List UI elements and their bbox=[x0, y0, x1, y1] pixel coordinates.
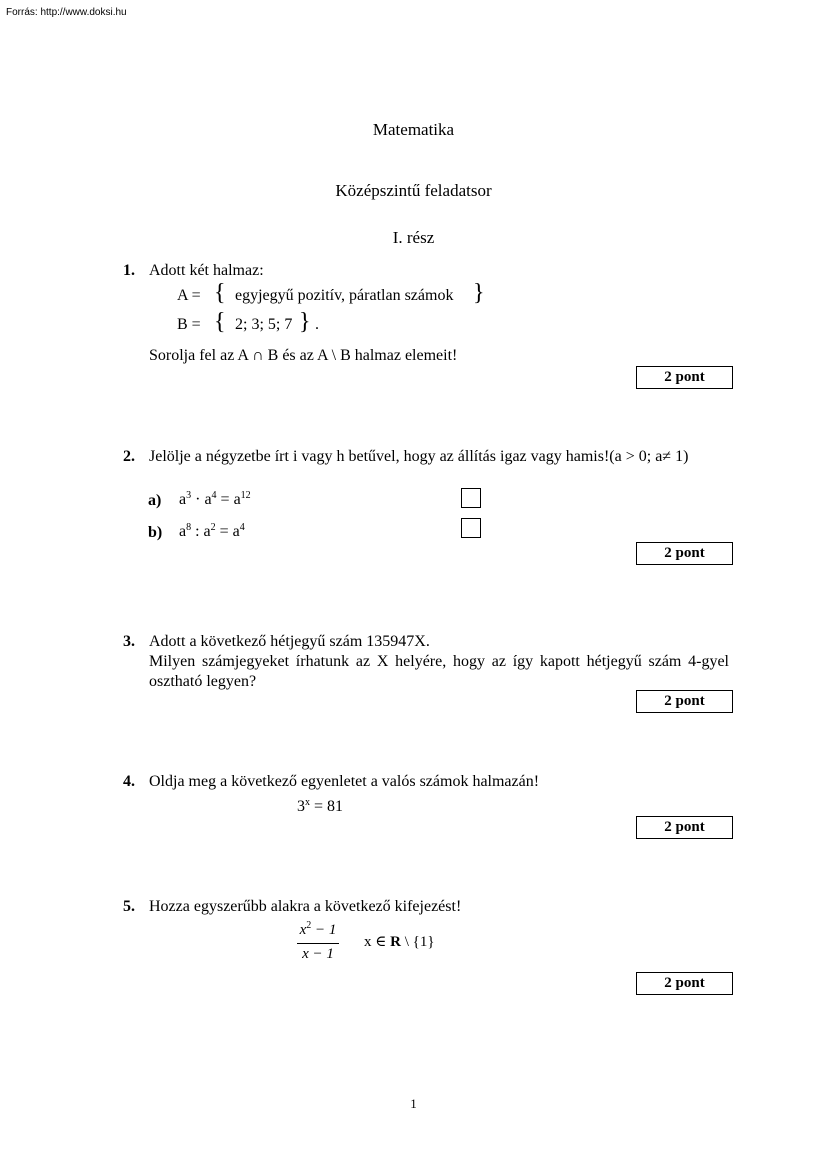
q4-equation: $3^x = 81$ bbox=[297, 797, 344, 815]
q4-points-box: 2 pont bbox=[636, 816, 733, 839]
q4-number: 4. bbox=[123, 773, 135, 790]
q1-intro: Adott két halmaz: bbox=[149, 262, 264, 279]
set-a-close-brace: } bbox=[473, 280, 485, 306]
q5-text: Hozza egyszerűbb alakra a következő kifejezést! bbox=[149, 898, 462, 915]
q4-text: Oldja meg a következő egyenletet a valós számok halmazán! bbox=[149, 773, 540, 790]
q5-numerator: $x^2 - 1$ bbox=[299, 920, 337, 938]
set-a-label: A = bbox=[177, 287, 201, 304]
set-b-label: B = bbox=[177, 316, 201, 333]
q5-domain: x ∈ R \ {1} bbox=[364, 934, 435, 950]
page-subtitle: Középszintű feladatsor bbox=[335, 181, 492, 200]
q3-line1: Adott a következő hétjegyű szám 135947X. bbox=[149, 633, 430, 650]
set-a-open-brace: { bbox=[214, 280, 226, 306]
q2-points-box: 2 pont bbox=[636, 542, 733, 565]
q3-number: 3. bbox=[123, 633, 135, 650]
q2-a-label: a) bbox=[148, 492, 162, 509]
q2-b-expression: $a^8$ : $a^2 = a^4$ bbox=[179, 522, 245, 540]
q2-a-answer-box[interactable] bbox=[461, 488, 481, 508]
set-b-close-brace: } bbox=[299, 309, 311, 335]
set-b-open-brace: { bbox=[214, 309, 226, 335]
q5-fraction bbox=[297, 921, 339, 963]
q3-line2: Milyen számjegyeket írhatunk az X helyére, hogy az így kapott hétjegyű szám 4-gyel bbox=[149, 653, 729, 670]
q2-b-answer-box[interactable] bbox=[461, 518, 481, 538]
q2-b-label: b) bbox=[148, 524, 163, 541]
set-b-period: . bbox=[315, 316, 319, 333]
fraction-bar bbox=[297, 943, 339, 944]
part-heading: I. rész bbox=[392, 228, 435, 247]
q5-denominator: x − 1 bbox=[302, 946, 334, 962]
source-link[interactable]: Forrás: http://www.doksi.hu bbox=[6, 7, 127, 18]
q5-number: 5. bbox=[123, 898, 135, 915]
q1-points-box: 2 pont bbox=[636, 366, 733, 389]
q2-text: Jelölje a négyzetbe írt i vagy h betűvel, hogy az állítás igaz vagy hamis!(a > 0; a≠ 1) bbox=[149, 448, 689, 465]
page-title: Matematika bbox=[372, 120, 455, 139]
q3-points-box: 2 pont bbox=[636, 690, 733, 713]
set-a-content: egyjegyű pozitív, páratlan számok bbox=[235, 287, 454, 304]
q2-a-expression: $a^3 \cdot a^4 = a^{12}$ bbox=[179, 490, 251, 508]
page-number: 1 bbox=[410, 1096, 417, 1111]
q1-task: Sorolja fel az A ∩ B és az A \ B halmaz elemeit! bbox=[149, 347, 458, 364]
q2-number: 2. bbox=[123, 448, 135, 465]
q3-line3: osztható legyen? bbox=[149, 673, 257, 690]
set-b-content: 2; 3; 5; 7 bbox=[235, 316, 293, 333]
q5-points-box: 2 pont bbox=[636, 972, 733, 995]
q1-number: 1. bbox=[123, 262, 135, 279]
